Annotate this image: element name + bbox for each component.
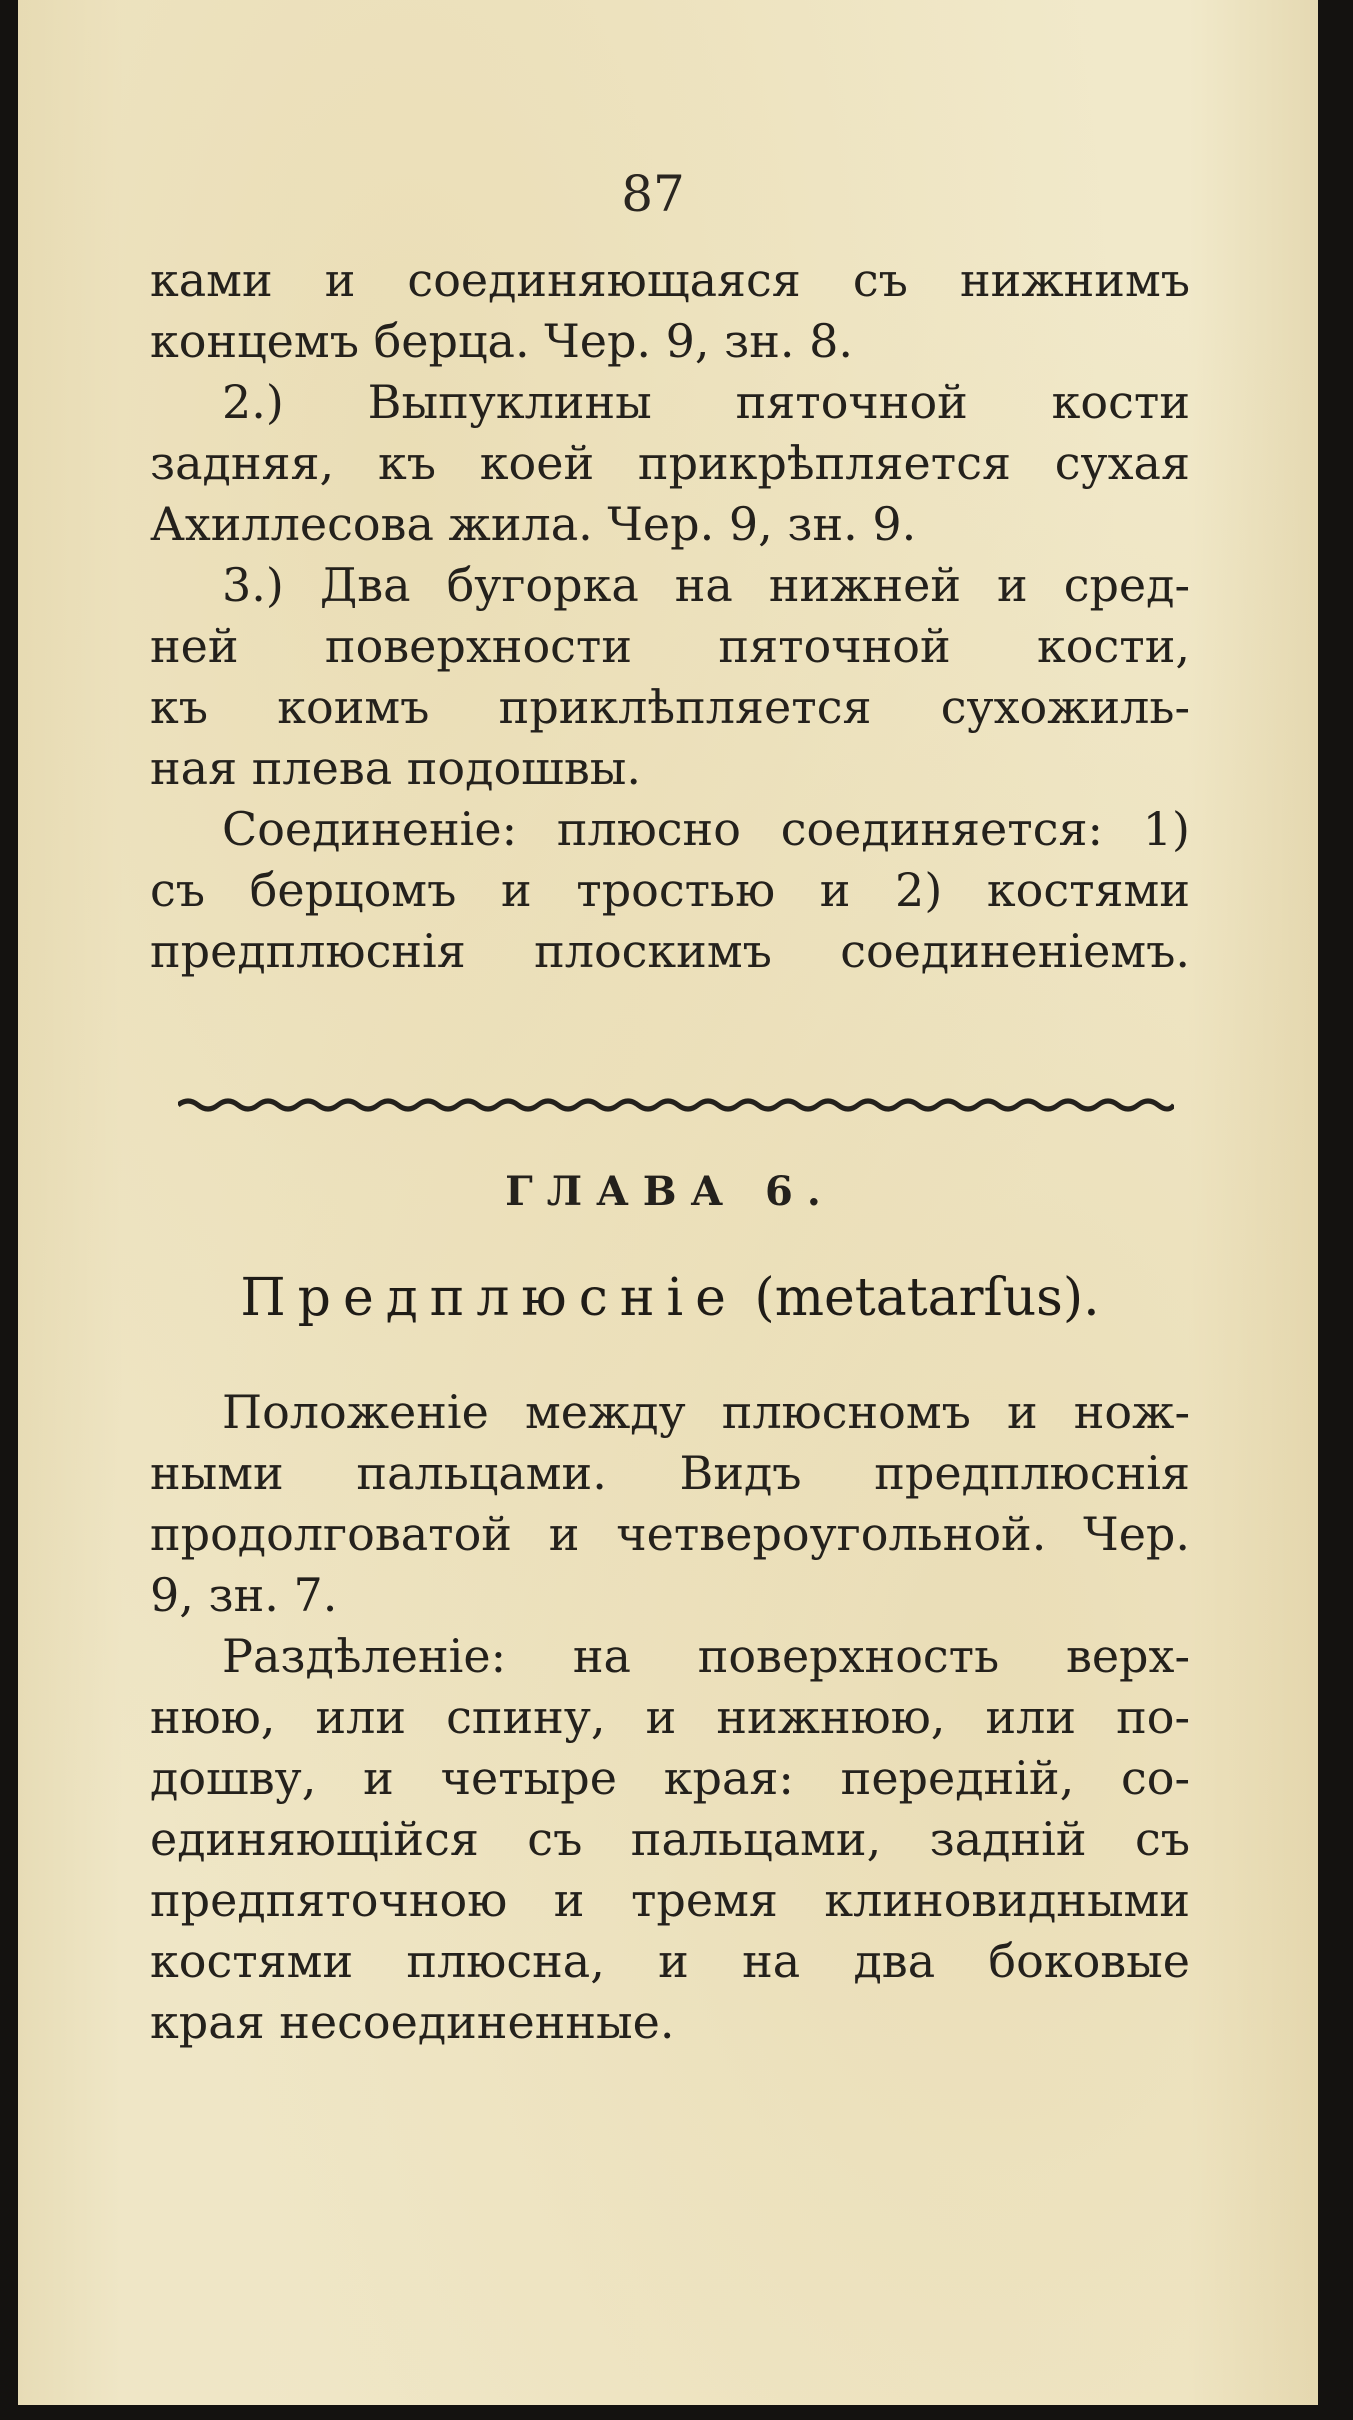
- text-line: Ахиллесова жила. Чер. 9, зн. 9.: [150, 497, 917, 551]
- text-line: къ коимъ приклѣпляется сухожиль-: [150, 680, 1190, 734]
- text-line: съ берцомъ и тростью и 2) костями: [150, 863, 1190, 917]
- text-line: концемъ берца. Чер. 9, зн. 8.: [150, 314, 854, 368]
- text-line: 3.) Два бугорка на нижней и сред-: [222, 558, 1190, 612]
- top-text-block: [150, 250, 1190, 982]
- text-line: Раздѣленіе: на поверхность верх-: [222, 1629, 1190, 1683]
- text-line: ками и соединяющаяся съ нижнимъ: [150, 253, 1190, 307]
- text-line: 9, зн. 7.: [150, 1568, 338, 1622]
- text-line: предплюснія плоскимъ соединеніемъ.: [150, 924, 1190, 978]
- text-line: ными пальцами. Видъ предплюснія: [150, 1446, 1190, 1500]
- text-line: 2.) Выпуклины пяточной кости: [222, 375, 1190, 429]
- chapter-title-latin: (metatarſus).: [754, 1268, 1100, 1328]
- chapter-heading: ГЛАВА 6.: [505, 1168, 835, 1215]
- text-line: Положеніе между плюсномъ и нож-: [222, 1385, 1190, 1439]
- text-line: Соединеніе: плюсно соединяется: 1): [222, 802, 1190, 856]
- text-line: ней поверхности пяточной кости,: [150, 619, 1190, 673]
- page-number: 87: [621, 165, 685, 223]
- text-line: продолговатой и четвероугольной. Чер.: [150, 1507, 1190, 1561]
- chapter-title-russian: Предплюсніе: [240, 1268, 738, 1328]
- text-line: дошву, и четыре края: передній, со-: [150, 1751, 1190, 1805]
- ornamental-divider: [178, 1095, 1174, 1115]
- text-line: предпяточною и тремя клиновидными: [150, 1873, 1190, 1927]
- text-line: единяющійся съ пальцами, задній съ: [150, 1812, 1190, 1866]
- chapter-title: [150, 1268, 1190, 1328]
- text-line: края несоединенные.: [150, 1995, 675, 2049]
- text-line: костями плюсна, и на два боковые: [150, 1934, 1190, 1988]
- text-line: нюю, или спину, и нижнюю, или по-: [150, 1690, 1190, 1744]
- bottom-text-block: [150, 1382, 1190, 2053]
- book-page: [18, 0, 1318, 2405]
- text-line: задняя, къ коей прикрѣпляется сухая: [150, 436, 1190, 490]
- text-line: ная плева подошвы.: [150, 741, 642, 795]
